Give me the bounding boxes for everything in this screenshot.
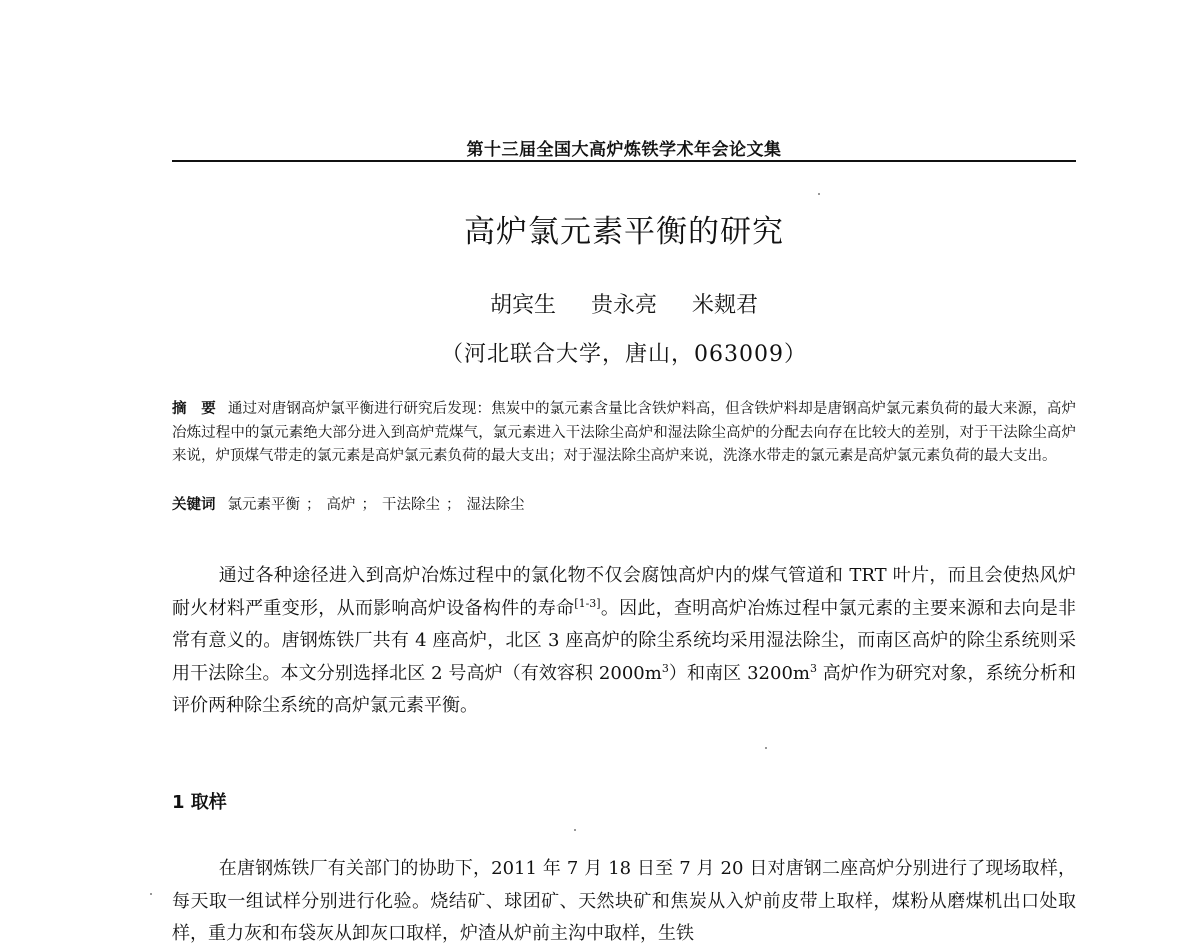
scan-speck (818, 193, 820, 195)
keyword: 干法除尘 (382, 497, 440, 513)
author-list (172, 288, 1076, 319)
intro-text-3: ）和南区 3200m (668, 662, 810, 684)
intro-text-4: 高炉作为研究对象，系统分析和评价两种除尘系统的高炉氯元素平衡。 (172, 662, 1076, 716)
scan-speck (765, 747, 767, 749)
scan-speck (150, 893, 152, 895)
author: 胡宾生 (489, 293, 556, 318)
running-header: 第十三届全国大高炉炼铁学术年会论文集 (466, 140, 782, 160)
keyword: 湿法除尘 (466, 497, 525, 513)
author: 贵永亮 (590, 293, 657, 318)
paper-title: 高炉氯元素平衡的研究 (464, 214, 784, 250)
keywords-label: 关键词 (172, 497, 216, 513)
keyword: 高炉 (326, 497, 356, 513)
keyword: 氯元素平衡 (227, 497, 300, 513)
intro-text-2: 。因此，查明高炉冶炼过程中氯元素的主要来源和去向是非常有意义的。唐钢炼铁厂共有 4 座高炉，北区 3 座高炉的除尘系统均采用湿法除尘，而南区高炉的除尘系统则采用干法除尘。本文分别选择北区 2 号高炉（有效容积 2000m (172, 597, 1076, 684)
section-heading: 1 取样 (172, 792, 227, 813)
author: 米觌君 (692, 293, 759, 318)
keywords (172, 494, 1076, 518)
abstract (172, 398, 1076, 469)
superscript: 3 (809, 661, 817, 675)
section-paragraph: 在唐钢炼铁厂有关部门的协助下，2011 年 7 月 18 日至 7 月 20 日对唐钢二座高炉分别进行了现场取样，每天取一组试样分别进行化验。烧结矿、球团矿、天然块矿和焦炭从入炉前皮带上取样，煤粉从磨煤机出口处取样，重力灰和布袋灰从卸灰口取样，炉渣从炉前主沟中取样，生铁 (172, 858, 1076, 944)
affiliation: （河北联合大学，唐山，063009） (441, 342, 807, 367)
intro-paragraph (172, 560, 1076, 723)
header-rule (172, 160, 1076, 162)
citation-ref: [1-3] (574, 596, 601, 610)
superscript: 3 (661, 661, 669, 675)
keyword-separator: ； (446, 497, 461, 513)
intro-text-1: 通过各种途径进入到高炉冶炼过程中的氯化物不仅会腐蚀高炉内的煤气管道和 TRT 叶片，而且会使热风炉耐火材料严重变形，从而影响高炉设备构件的寿命 (172, 565, 1076, 619)
abstract-label: 摘 要 (172, 401, 216, 417)
keyword-separator: ； (361, 497, 376, 513)
abstract-text: 通过对唐钢高炉氯平衡进行研究后发现：焦炭中的氯元素含量比含铁炉料高，但含铁炉料却是唐钢高炉氯元素负荷的最大来源，高炉冶炼过程中的氯元素绝大部分进入到高炉荒煤气，氯元素进入干法除尘高炉和湿法除尘高炉的分配去向存在比较大的差别，对于干法除尘高炉来说，炉顶煤气带走的氯元素是高炉氯元素负荷的最大支出；对于湿法除尘高炉来说，洗涤水带走的氯元素是高炉氯元素负荷的最大支出。 (172, 401, 1076, 464)
scan-speck (574, 829, 576, 831)
keyword-separator: ； (306, 497, 321, 513)
